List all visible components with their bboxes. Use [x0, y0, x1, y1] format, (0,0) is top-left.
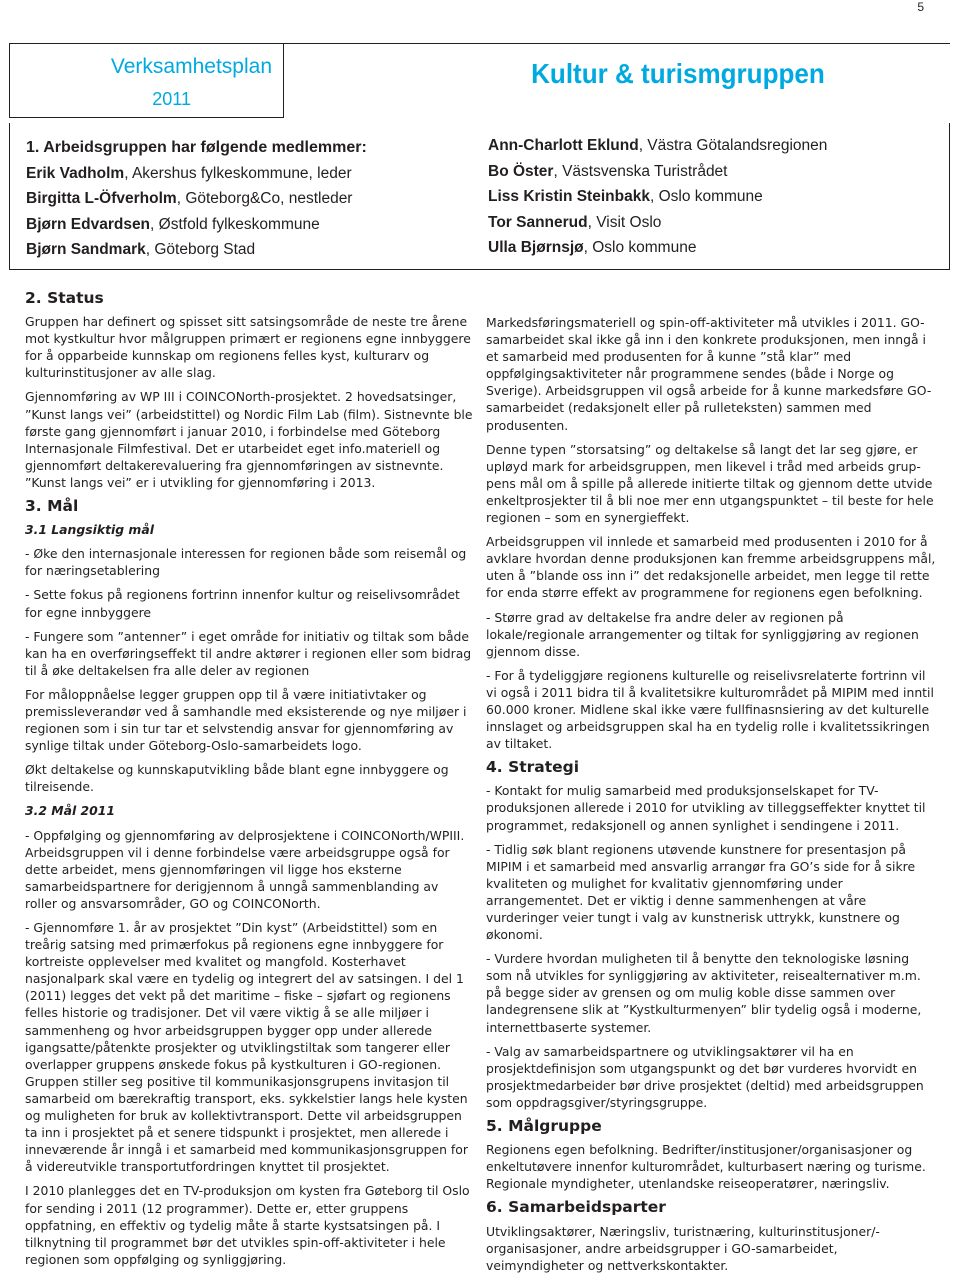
member-name: Ulla Bjørnsjø [488, 239, 584, 256]
member-name: Bjørn Edvardsen [26, 215, 151, 233]
member-org: , Oslo kommune [583, 239, 697, 256]
member-name: Tor Sannerud [488, 213, 588, 231]
member-item [26, 161, 367, 187]
members-right-list [488, 133, 827, 261]
member-org: , Oslo kommune [649, 188, 763, 205]
subsection-heading: 3.1 Langsiktig mål [25, 522, 154, 538]
header-box [9, 43, 284, 118]
paragraph: - Oppfølging og gjennomføring av delprosjektene i COINCONorth/WPIII. Arbeidsgruppen vil i denne forbindelse være arbeidsgruppe også for dette arbeidet, mens gjennomføringen vil ligge hos eksterne samarbeidspartnere for derigjennom å unngå sammenblanding av roller og ansvarsområder, GO og COINCONorth. [25, 827, 465, 911]
paragraph: Regionens egen befolkning. Bedrifter/institusjoner/organisasjoner og enkeltutøvere innenfor kulturområdet, kulturbasert næring og turisme. Regionale myndigheter, utenlandske reiseoperatører, næringsliv. [486, 1142, 926, 1192]
member-name: Erik Vadholm [26, 164, 125, 182]
member-item [26, 186, 367, 212]
member-item [488, 210, 827, 236]
paragraph: Markedsføringsmateriell og spin-off-aktiviteter må utvikles i 2011. GO-samarbeidet skal ikke gå inn i den konkrete produksjonen, men inngå i et samarbeid med produsenten for å kunne ”stå klar” med oppfølgingsaktiviteter når programmene sendes (både i Norge og Sverige). Arbeidsgruppen vil også arbeide for å kunne markedsføre GO-samarbeidet (redaksjonelt eller på rulleteksten) sammen med produsenten. [486, 315, 932, 433]
member-name: Bjørn Sandmark [26, 241, 146, 258]
member-org: , Akershus fylkeskommune, leder [124, 164, 352, 182]
member-org: , Østfold fylkeskommune [150, 215, 320, 233]
member-name: Liss Kristin Steinbakk [488, 188, 650, 205]
paragraph: - Gjennomføre 1. år av prosjektet ”Din kyst” (Arbeidstittel) som en treårig satsing med primærfokus på regionens egne innbyggere for kortreiste opplevelser med kvalitet og mangfold. Kosterhavet nasjonalpark skal være en tydelig og integrert del av satsingen. I del 1 (2011) legges det vekt på det maritime – fiske – sjøfart og regionens felles historie og tradisjoner. Det vil være viktig å se alle miljøer i sammenheng og hvor arbeidsgruppen bygger opp under allerede igangsatte/påtenkte prosjekter og utviklingstiltak som tangerer eller overlapper gruppens ønskede fokus på kystkulturen i GO-regionen. Gruppen stiller seg positive til kommunikasjonsgrupens invitasjon til samarbeid om bærekraftig transport, eks. sykkelstier langs hele kysten og muligheten for bruk av kollektivtransport. Dette vil arbeidsgruppen ta inn i prosjektet på et senere tidspunkt i prosjektet, men allerede i inneværende år inngå i et samarbeid med kommunikasjonsgruppen for å videreutvikle transportutfordringen knyttet til prosjektet. [25, 920, 468, 1175]
paragraph: - Fungere som ”antenner” i eget område for initiativ og tiltak som både kan ha en overføringseffekt til andre aktører i regionen eller som bidrag til å øke deltakelsen fra alle deler av regionen [25, 628, 472, 678]
section-heading: 2. Status [25, 289, 104, 307]
page-number: 5 [917, 0, 924, 14]
header-rule [283, 43, 950, 44]
members-left-list [26, 135, 367, 263]
paragraph: - Sette fokus på regionens fortrinn innenfor kultur og reiselivsområdet for egne innbyggere [25, 587, 460, 620]
paragraph: - Kontakt for mulig samarbeid med produksjonselskapet for TV-produksjonen allerede i 2010 for utvikling av tilleggseffekter knyttet til programmet, redaksjonell og annen synlighet i sendingene i 2011. [486, 783, 926, 833]
paragraph: For måloppnåelse legger gruppen opp til å være initiativtaker og premissleverandør ved å samhandle med eksisterende og nye miljøer i regionen som i sin tur tar et selvstendig ansvar for gjennomføring av synlige tiltak under Göteborg-Oslo-samarbeidets logo. [25, 686, 467, 754]
right-text-column [486, 314, 936, 1281]
paragraph: - Større grad av deltakelse fra andre deler av regionen på lokale/regionale arrangementer og tiltak for synliggjøring av regionen gjennom disse. [486, 609, 919, 659]
member-item [488, 159, 827, 185]
member-org: , Göteborg Stad [145, 241, 256, 258]
member-name: Ann-Charlott Eklund [488, 137, 639, 154]
paragraph: I 2010 planlegges det en TV-produksjon om kysten fra Gøteborg til Oslo for sending i 2011 (12 programmer). Dette er, etter gruppens oppfatning, en effektiv og tydelig måte å starte kystsatsingen på. I tilknytning til programmet bør det utvikles spin-off-aktiviteter i hele regionen som oppfølging og synliggjøring. [25, 1183, 470, 1267]
members-box [9, 123, 950, 270]
paragraph: Arbeidsgruppen vil innlede et samarbeid med produsenten i 2010 for å avklare hvordan denne produksjonen kan fremme arbeidsgruppens mål, uten å ”blande oss inn i” det redaksjonelle arbeidet, men legge til rette for enda større effekt av programmene for regionens egen befolkning. [486, 534, 936, 601]
member-item [488, 133, 827, 159]
paragraph: - Valg av samarbeidspartnere og utviklingsaktører vil ha en prosjektdefinisjon som utgangspunkt og det bør vurderes hvorvidt en prosjektmedarbeider bør drive prosjektet (deltid) med arbeidsgruppen som oppdragsgiver/styringsgruppe. [486, 1043, 924, 1110]
paragraph: - Tidlig søk blant regionens utøvende kunstnere for presentasjon på MIPIM i et samarbeid med ansvarlig arrangør fra GO’s side for å sikre kvaliteten og mulighet for kvalitativ gjennomføring under arrangementet. Det er viktig i denne sammenhengen at våre vurderinger veier tungt i valg av kunstnerisk uttrykk, kunstnere og økonomi. [486, 841, 916, 943]
member-item [488, 235, 827, 261]
member-item [26, 237, 367, 263]
section-heading: 4. Strategi [486, 758, 580, 777]
section-heading: 6. Samarbeidsparter [486, 1198, 666, 1217]
subsection-heading: 3.2 Mål 2011 [25, 803, 116, 819]
member-item [26, 212, 367, 238]
paragraph: Gjennomføring av WP III i COINCONorth-prosjektet. 2 hovedsatsinger, ”Kunst langs vei” (arbeidstittel) og Nordic Film Lab (film). Sistnevnte ble første gang gjennomført i januar 2010, i forbindelse med Göteborg Internasjonale Filmfestival. Det er utarbeidet eget info.materiell og gjennomført deltakerevaluering fra gjennomføringen av sistnevnte. ”Kunst langs vei” er i utvikling for gjennomføring i 2013. [25, 389, 473, 490]
paragraph: - For å tydeliggjøre regionens kulturelle og reiselivsrelaterte fortrinn vil vi også i 2011 bidra til å kvalitetsikre kulturområdet på MIPIM med inntil 60.000 kroner. Midlene skal ikke være fullfinasnsiering av det kulturelle innslaget og arbeidsgruppen skal ha en tydelig rolle i kvalitetssikringen av tiltaket. [486, 667, 934, 752]
paragraph: - Vurdere hvordan muligheten til å benytte den teknologiske løsning som nå utvikles for synliggjøring av aktiviteter, reisealternativer m.m. på begge sider av grensen og om mulig koble disse sammen over landegrensene slik at ”Kystkulturmenyen” blir tydelig også i moderne, internettbaserte systemer. [486, 951, 922, 1035]
paragraph: Økt deltakelse og kunnskaputvikling både blant egne innbyggere og tilreisende. [25, 762, 449, 795]
document-title: Verksamhetsplan [110, 55, 272, 78]
members-heading: 1. Arbeidsgruppen har følgende medlemmer: [26, 139, 367, 156]
member-name: Birgitta L-Öfverholm [26, 190, 177, 207]
document-year: 2011 [152, 89, 191, 109]
member-name: Bo Öster [488, 162, 554, 180]
section-heading: 3. Mål [25, 497, 79, 516]
paragraph: Gruppen har definert og spisset sitt satsingsområde de neste tre årene mot kystkultur hvor målgruppen primært er regionens egne innbyggere for å opparbeide kunnskap om regionens felles kyst, kulturarv og kulturinstitusjoner av alle slag. [25, 314, 471, 381]
paragraph: - Øke den internasjonale interessen for regionen både som reisemål og for næringsetablering [25, 546, 467, 579]
paragraph: Denne typen ”storsatsing” og deltakelse så langt det lar seg gjøre, er upløyd mark for arbeidsgruppen, men likevel i tråd med arbeids grup-pens mål om å spille på allerede initierte tiltak og gjennom dette utvide enkeltprosjekter til å bli noe mer enn utgangspunktet – til beste for hele regionen – som en synergieffekt. [486, 441, 934, 526]
paragraph: Utviklingsaktører, Næringsliv, turistnæring, kulturinstitusjoner/-organisasjoner, andre arbeidsgrupper i GO-samarbeidet, veimyndigheter og nettverkskontakter. [486, 1223, 880, 1273]
section-heading: 5. Målgruppe [486, 1117, 602, 1136]
member-org: , Göteborg&Co, nestleder [176, 190, 353, 207]
left-text-column [25, 290, 473, 1275]
group-title: Kultur & turismgruppen [531, 58, 825, 89]
member-item [488, 184, 827, 210]
member-org: , Västra Götalandsregionen [638, 137, 828, 154]
member-org: , Västsvenska Turistrådet [553, 162, 728, 180]
member-org: , Visit Oslo [587, 213, 662, 231]
